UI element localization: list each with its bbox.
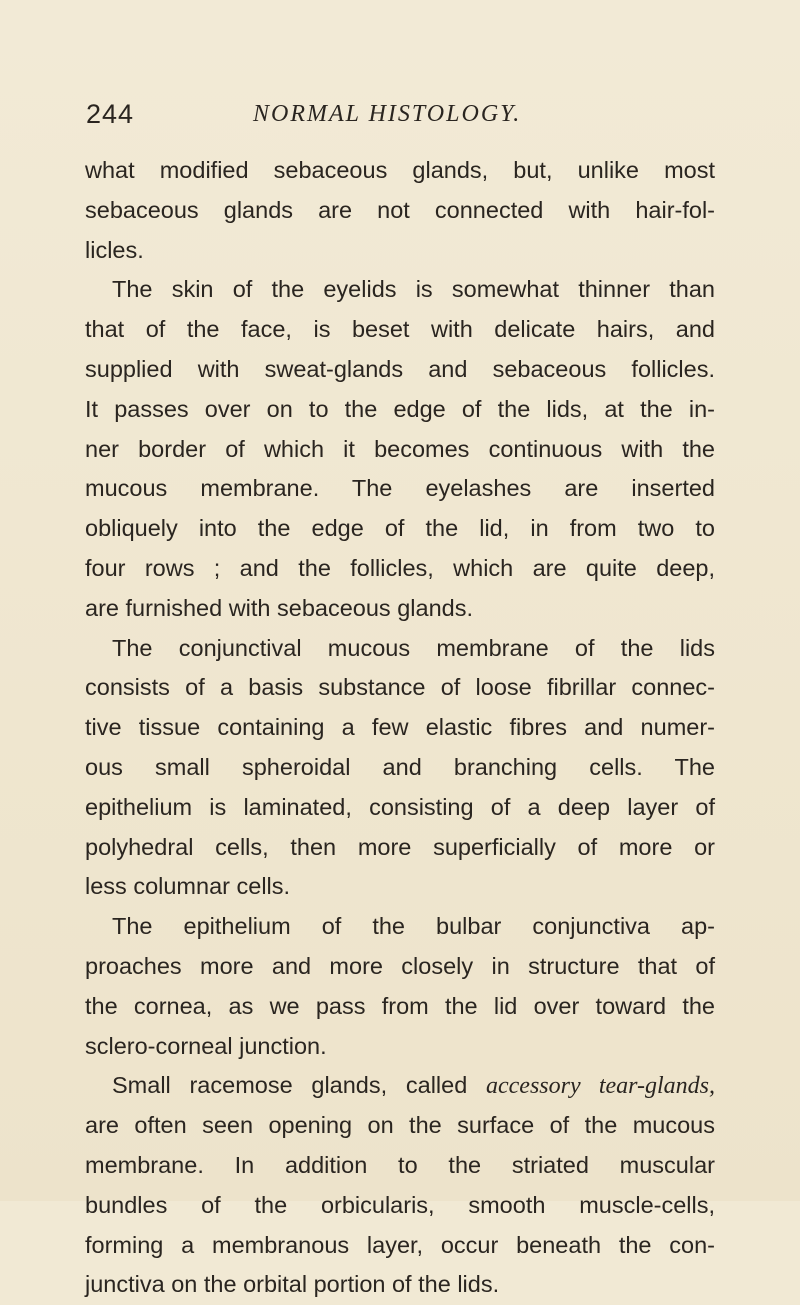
text-line: what modified sebaceous glands, but, unlike most — [85, 157, 715, 183]
text-line: junctiva on the orbital portion of the lids. — [85, 1271, 500, 1298]
text-line: It passes over on to the edge of the lids, at the in- — [85, 395, 715, 422]
text-line: supplied with sweat-glands and sebaceous follicles. — [85, 355, 715, 382]
page-number: 244 — [86, 99, 135, 129]
running-title: NORMAL HISTOLOGY. — [253, 101, 522, 127]
text-line: proaches more and more closely in structure that of — [85, 952, 715, 979]
text-line: forming a membranous layer, occur beneath the con- — [85, 1231, 715, 1258]
text-line: licles. — [85, 236, 144, 263]
text-line: four rows ; and the follicles, which are quite deep, — [85, 554, 715, 581]
text-line: The skin of the eyelids is somewhat thinner than — [112, 276, 715, 303]
text-line: are often seen opening on the surface of the mucous — [85, 1112, 715, 1139]
text-segment: Small racemose glands, called — [112, 1072, 486, 1099]
text-line: less columnar cells. — [85, 873, 291, 900]
text-line: The epithelium of the bulbar conjunctiva ap- — [112, 913, 715, 940]
text-line: sebaceous glands are not connected with hair-fol- — [85, 196, 715, 223]
text-line: consists of a basis substance of loose fibrillar connec- — [85, 674, 715, 701]
text-line: obliquely into the edge of the lid, in from two to — [85, 515, 715, 542]
text-line: are furnished with sebaceous glands. — [85, 594, 473, 621]
text-line: sclero-corneal junction. — [85, 1032, 327, 1059]
text-line: membrane. In addition to the striated muscular — [85, 1151, 715, 1178]
text-line: the cornea, as we pass from the lid over toward the — [85, 992, 715, 1019]
italic-term: accessory tear-glands, — [486, 1073, 715, 1100]
running-head — [78, 94, 728, 134]
text-line: mucous membrane. The eyelashes are inserted — [85, 475, 715, 502]
text-line: tive tissue containing a few elastic fibres and numer- — [85, 714, 715, 741]
body-text — [85, 151, 715, 1305]
text-line: polyhedral cells, then more superficially of more or — [85, 833, 715, 860]
text-line: that of the face, is beset with delicate hairs, and — [85, 316, 715, 343]
text-line: ner border of which it becomes continuous with the — [85, 435, 715, 462]
text-line: epithelium is laminated, consisting of a deep layer of — [85, 793, 715, 820]
text-line: The conjunctival mucous membrane of the lids — [112, 634, 715, 661]
text-line: ous small spheroidal and branching cells. The — [85, 753, 715, 780]
text-line: bundles of the orbicularis, smooth muscle-cells, — [85, 1191, 715, 1218]
text-line-with-italic — [85, 1066, 715, 1106]
